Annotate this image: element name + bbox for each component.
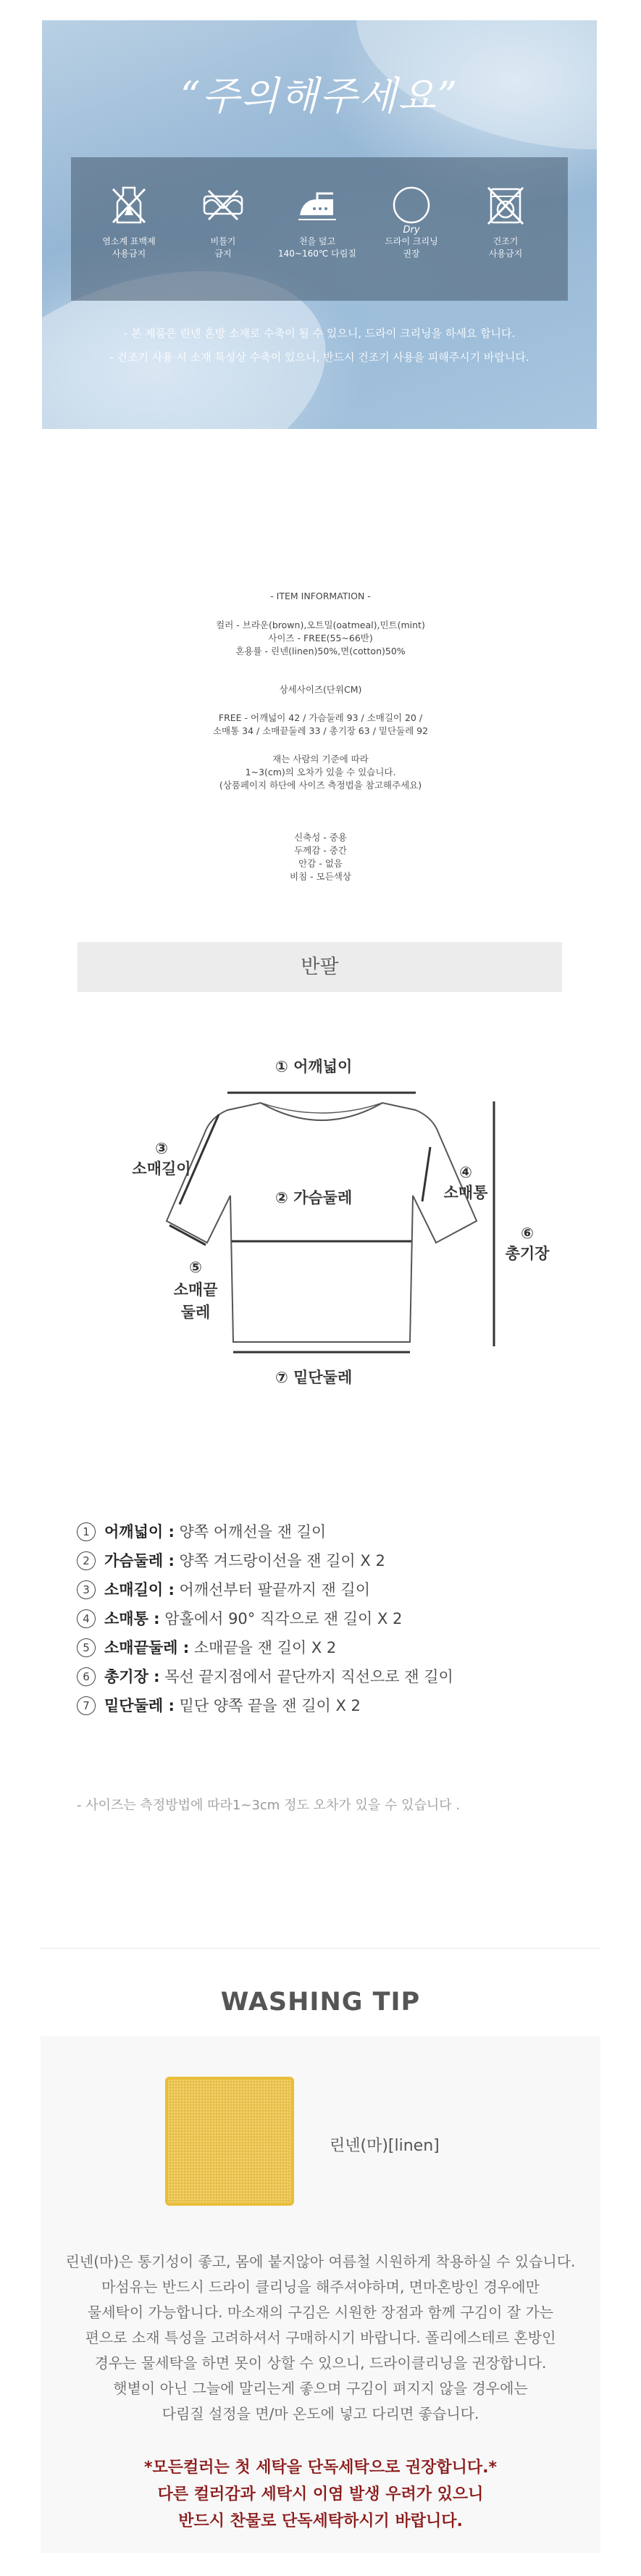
fabric-name: 린넨(마)[linen]	[330, 2137, 440, 2155]
legend-desc: 양쪽 겨드랑이선을 잰 길이 X 2	[174, 1552, 385, 1570]
washing-warning: 다른 컬러감과 세탁시 이염 발생 우려가 있으니	[157, 2485, 484, 2504]
info-color: 컬러 - 브라운(brown),오트밀(oatmeal),민트(mint)	[216, 620, 425, 630]
care-title: “주의해주세요”	[180, 73, 459, 119]
care-label: 비틀기	[210, 236, 236, 246]
bleach-prohibited-icon	[107, 183, 151, 227]
care-item-iron	[274, 183, 361, 260]
care-note: - 건조기 사용 시 소재 특성상 수축이 있으니, 반드시 건조기 사용을 피해주시기 바랍니다.	[109, 351, 529, 364]
legend-number: 1	[77, 1522, 96, 1541]
category-bar: 반팔	[77, 942, 562, 992]
legend-term: 총기장 :	[104, 1668, 160, 1685]
legend-item	[77, 1578, 370, 1600]
legend-desc: 암홀에서 90° 직각으로 잰 길이 X 2	[159, 1610, 403, 1627]
label-sleeve	[122, 1140, 201, 1179]
info-lining: 안감 - 없음	[298, 858, 343, 869]
legend-term: 소매통 :	[104, 1610, 160, 1627]
info-measure-note: (상품페이지 하단에 사이즈 측정법을 참고해주세요)	[219, 780, 422, 791]
legend-item	[77, 1694, 361, 1716]
info-size-line: 소매통 34 / 소매끝둘레 33 / 총기장 63 / 밑단둘레 92	[212, 725, 429, 736]
washing-text: 햇볕이 아닌 그늘에 말리는게 좋으며 구김이 펴지지 않을 경우에는	[113, 2380, 528, 2397]
care-label: 금지	[214, 249, 232, 259]
legend-desc: 소매끝을 잰 길이 X 2	[189, 1639, 337, 1656]
washing-tip-title: WASHING TIP	[220, 1988, 421, 2017]
washing-text: 다림질 설정을 면/마 온도에 넣고 다리면 좋습니다.	[162, 2405, 479, 2422]
washing-warning: *모든컬러는 첫 세탁을 단독세탁으로 권장합니다.*	[143, 2459, 498, 2477]
info-size-line: FREE - 어깨넓이 42 / 가슴둘레 93 / 소매길이 20 /	[218, 712, 423, 723]
iron-icon	[296, 183, 339, 227]
care-label: 사용금지	[488, 249, 523, 259]
label-sleeve-width-text: 소매통	[443, 1184, 488, 1201]
care-label: 건조기	[493, 236, 519, 246]
legend-term: 어깨넓이 :	[104, 1523, 175, 1541]
dry-text: Dry	[403, 225, 420, 235]
care-item-tumble	[462, 183, 549, 260]
washing-text: 편으로 소재 특성을 고려하셔서 구매하시기 바랍니다. 폴리에스테르 혼방인	[85, 2329, 556, 2346]
label-hem: ⑦ 밑단둘레	[275, 1369, 353, 1386]
legend-desc: 어깨선부터 팔끝까지 잰 길이	[174, 1581, 370, 1598]
care-label: 드라이 크리닝	[385, 236, 438, 246]
label-length	[498, 1225, 556, 1264]
care-label: 140~160℃ 다림질	[278, 249, 356, 259]
care-item-bleach	[85, 183, 172, 260]
legend-desc: 양쪽 어깨선을 잰 길이	[174, 1523, 327, 1541]
legend-item	[77, 1636, 336, 1658]
care-symbols-panel	[71, 157, 568, 301]
care-item-dryclean	[368, 183, 455, 260]
care-label: 권장	[403, 249, 420, 259]
dry-clean-icon	[390, 183, 433, 227]
care-note: - 본 제품은 린넨 혼방 소재로 수축이 될 수 있으니, 드라이 크리닝을 하세요 합니다.	[123, 327, 516, 340]
legend-item	[77, 1520, 326, 1542]
legend-item	[77, 1665, 453, 1687]
legend-term: 밑단둘레 :	[104, 1697, 175, 1714]
label-cuff	[163, 1256, 228, 1324]
label-length-num: ⑥	[521, 1225, 534, 1242]
no-wringing-icon	[201, 183, 245, 227]
care-label: 천을 덮고	[298, 236, 336, 246]
legend-desc: 목선 끝지점에서 끝단까지 직선으로 잰 길이	[159, 1668, 453, 1685]
legend-term: 소매끝둘레 :	[104, 1639, 190, 1656]
label-chest: ② 가슴둘레	[275, 1189, 353, 1206]
label-sleeve-width-num: ④	[459, 1164, 472, 1181]
care-label: 사용금지	[112, 249, 146, 259]
info-fabric: 혼용률 - 린넨(linen)50%,면(cotton)50%	[235, 646, 406, 656]
legend-number: 4	[77, 1609, 96, 1628]
legend-number: 2	[77, 1551, 96, 1570]
washing-text: 물세탁이 가능합니다. 마소재의 구김은 시원한 장점과 함께 구김이 잘 가는	[87, 2304, 554, 2321]
legend-term: 소매길이 :	[104, 1581, 175, 1598]
legend-number: 5	[77, 1638, 96, 1657]
legend-term: 가슴둘레 :	[104, 1552, 175, 1570]
care-item-wringing	[180, 183, 267, 260]
size-note: - 사이즈는 측정방법에 따라1~3cm 정도 오차가 있을 수 있습니다 .	[77, 1798, 461, 1813]
label-sleeve-width	[437, 1164, 495, 1203]
washing-text: 린넨(마)은 통기성이 좋고, 몸에 붙지않아 여름철 시원하게 착용하실 수 있습니다.	[65, 2253, 576, 2270]
label-shoulder: ① 어깨넓이	[275, 1058, 353, 1075]
washing-text: 마섬유는 반드시 드라이 클리닝을 해주셔야하며, 면마혼방인 경우에만	[101, 2278, 540, 2296]
care-banner	[42, 20, 597, 429]
legend-number: 7	[77, 1696, 96, 1715]
washing-text: 경우는 물세탁을 하면 못이 상할 수 있으니, 드라이클리닝을 권장합니다.	[94, 2354, 547, 2372]
label-sleeve-num: ③	[155, 1140, 168, 1157]
info-size-heading: 상세사이즈(단위CM)	[279, 684, 362, 695]
legend-number: 3	[77, 1580, 96, 1599]
legend-item	[77, 1549, 385, 1571]
care-label: 염소계 표백제	[102, 236, 156, 246]
label-length-text: 총기장	[505, 1245, 550, 1262]
info-thickness: 두께감 - 중간	[294, 845, 347, 856]
legend-desc: 밑단 양쪽 끝을 잰 길이 X 2	[174, 1697, 361, 1714]
info-heading: - ITEM INFORMATION -	[270, 591, 371, 601]
legend-number: 6	[77, 1667, 96, 1686]
info-size: 사이즈 - FREE(55~66반)	[268, 633, 373, 643]
label-cuff-num: ⑤	[189, 1259, 202, 1276]
label-cuff-text: 둘레	[180, 1304, 211, 1321]
info-stretch: 신축성 - 중용	[294, 832, 347, 843]
info-sheer: 비침 - 모든색상	[290, 871, 351, 882]
no-tumble-dry-icon	[484, 183, 527, 227]
info-measure-note: 재는 사람의 기준에 따라	[272, 754, 369, 764]
washing-warning: 반드시 찬물로 단독세탁하시기 바랍니다.	[178, 2512, 463, 2530]
legend-item	[77, 1607, 402, 1629]
label-cuff-text: 소매끝	[173, 1281, 218, 1299]
linen-swatch	[165, 2077, 294, 2206]
label-sleeve-text: 소매길이	[132, 1160, 191, 1177]
info-measure-note: 1~3(cm)의 오차가 있을 수 있습니다.	[245, 767, 396, 778]
